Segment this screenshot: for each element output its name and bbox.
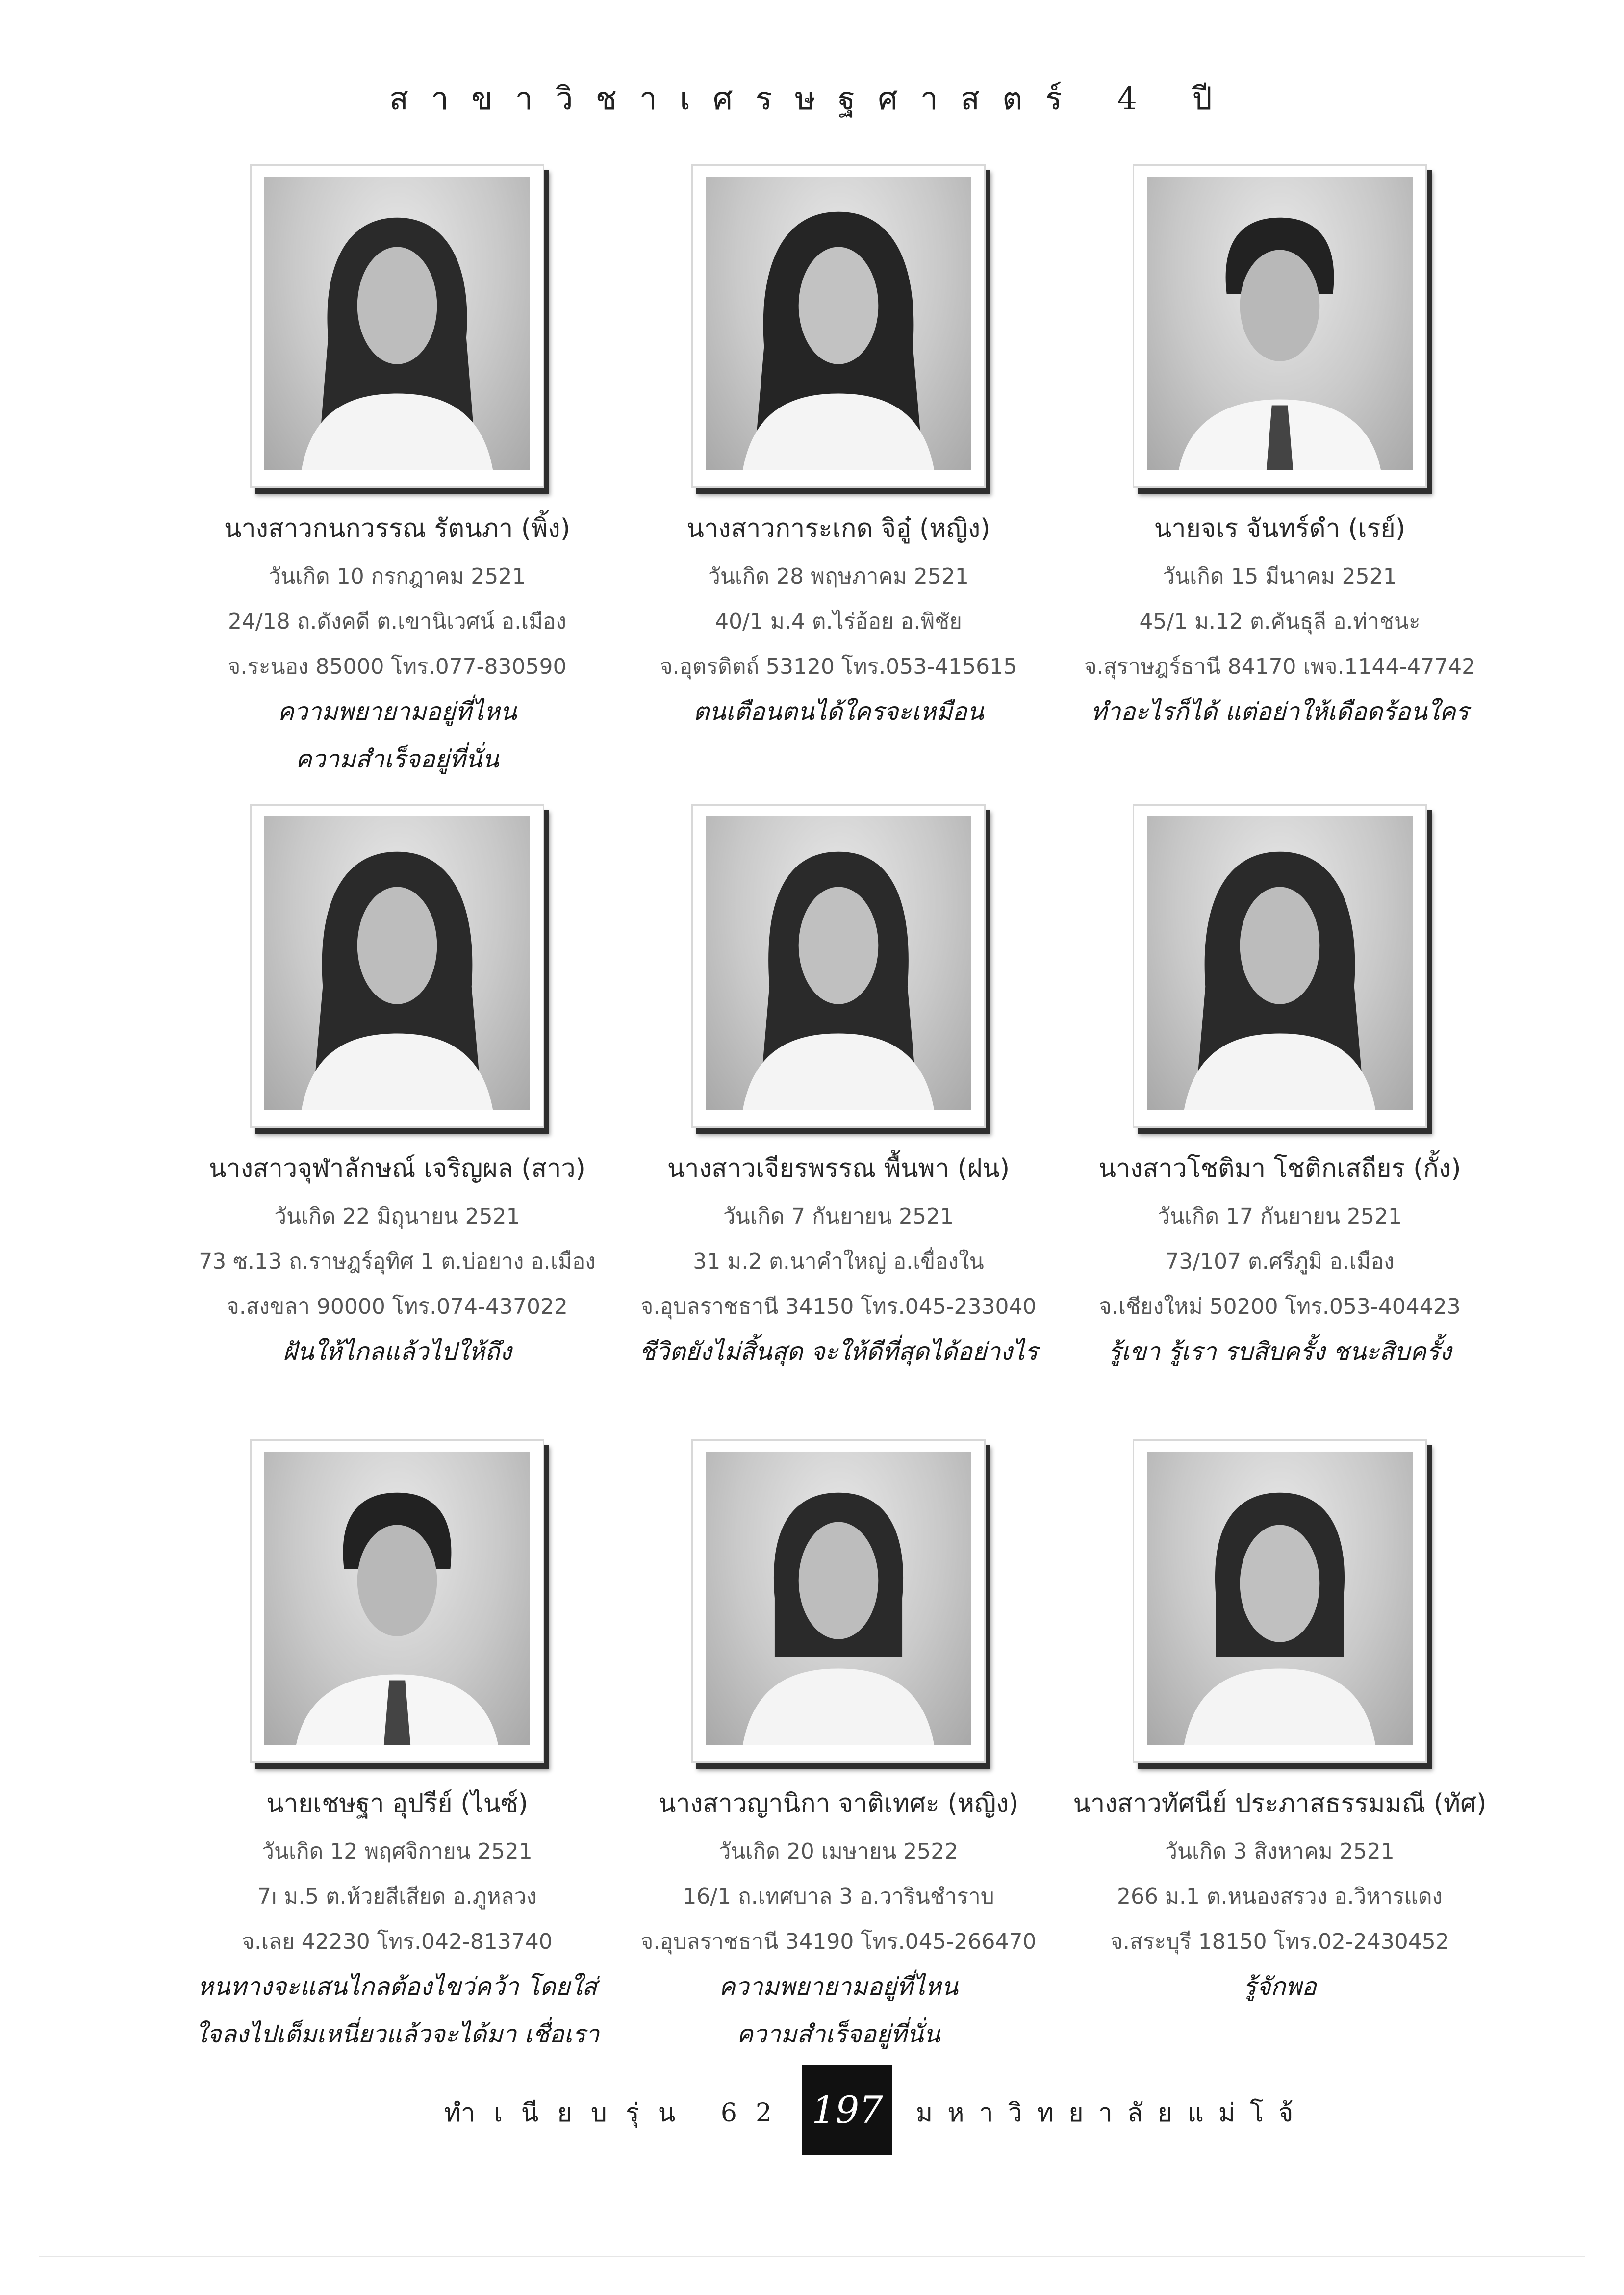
birth-date: วันเกิด 15 มีนาคม 2521 xyxy=(1163,564,1397,589)
motto: ตนเตือนตนได้ใครจะเหมือน xyxy=(693,697,984,726)
person-name: นางสาวจุฬาลักษณ์ เจริญผล (สาว) xyxy=(209,1154,585,1183)
person-name: นางสาวเจียรพรรณ พื้นพา (ฝน) xyxy=(667,1154,1010,1183)
motto: รู้จักพอ xyxy=(1243,1972,1317,2001)
portrait-photo xyxy=(1133,164,1427,488)
footer-university-name: มหาวิทยาลัยแม่โจ้ xyxy=(916,2098,1308,2128)
address-line: จ.อุบลราชธานี 34150 โทร.045-233040 xyxy=(640,1294,1037,1319)
person-card xyxy=(1035,1439,1525,2006)
person-name: นายเชษฐา อุปรีย์ (ไนซ์) xyxy=(266,1789,528,1818)
bottom-rule xyxy=(39,2256,1585,2257)
person-card xyxy=(152,804,642,1371)
birth-date: วันเกิด 10 กรกฎาคม 2521 xyxy=(268,564,526,589)
portrait-photo xyxy=(691,804,986,1128)
address-line: 24/18 ถ.ดังคดี ต.เขานิเวศน์ อ.เมือง xyxy=(228,609,567,634)
address-line: 73/107 ต.ศรีภูมิ อ.เมือง xyxy=(1165,1249,1395,1274)
motto: ใจลงไปเต็มเหนี่ยวแล้วจะได้มา เชื่อเรา xyxy=(195,2020,600,2048)
address-line: 7ı ม.5 ต.ห้วยสีเสียด อ.ภูหลวง xyxy=(257,1884,537,1909)
motto: ฝันให้ไกลแล้วไปให้ถึง xyxy=(282,1337,512,1366)
motto: ความสำเร็จอยู่ที่นั่น xyxy=(295,745,499,773)
person-name: นางสาวกนกวรรณ รัตนภา (พิ้ง) xyxy=(224,514,571,543)
page-footer xyxy=(0,2065,1624,2163)
person-card xyxy=(1035,164,1525,731)
address-line: 16/1 ถ.เทศบาล 3 อ.วารินชำราบ xyxy=(683,1884,994,1909)
address-line: จ.สงขลา 90000 โทร.074-437022 xyxy=(227,1294,568,1319)
person-card xyxy=(593,1439,1084,2054)
portrait-photo xyxy=(691,164,986,488)
birth-date: วันเกิด 3 สิงหาคม 2521 xyxy=(1165,1839,1395,1864)
person-name: นางสาวการะเกด จิอู๋ (หญิง) xyxy=(686,514,990,543)
address-line: จ.สุราษฎร์ธานี 84170 เพจ.1144-47742 xyxy=(1084,654,1476,679)
person-card xyxy=(593,164,1084,731)
motto: ความพยายามอยู่ที่ไหน xyxy=(719,1972,958,2001)
person-card xyxy=(152,164,642,779)
address-line: จ.อุตรดิตถ์ 53120 โทร.053-415615 xyxy=(660,654,1017,679)
person-card xyxy=(1035,804,1525,1371)
portrait-photo xyxy=(1133,804,1427,1128)
address-line: 31 ม.2 ต.นาคำใหญ่ อ.เขื่องใน xyxy=(693,1249,984,1274)
motto: รู้เขา รู้เรา รบสิบครั้ง ชนะสิบครั้ง xyxy=(1108,1337,1452,1366)
address-line: จ.สระบุรี 18150 โทร.02-2430452 xyxy=(1110,1929,1449,1954)
portrait-photo xyxy=(1133,1439,1427,1763)
person-name: นางสาวโชติมา โชติกเสถียร (กั้ง) xyxy=(1098,1154,1461,1183)
portrait-photo xyxy=(250,804,544,1128)
portrait-photo xyxy=(250,1439,544,1763)
address-line: 45/1 ม.12 ต.คันธุลี อ.ท่าชนะ xyxy=(1139,609,1421,634)
motto: ความสำเร็จอยู่ที่นั่น xyxy=(736,2020,940,2048)
address-line: จ.อุบลราชธานี 34190 โทร.045-266470 xyxy=(640,1929,1037,1954)
person-name: นางสาวญานิกา จาติเทศะ (หญิง) xyxy=(658,1789,1019,1818)
address-line: 73 ซ.13 ถ.ราษฎร์อุทิศ 1 ต.บ่อยาง อ.เมือง xyxy=(199,1249,596,1274)
portrait-photo xyxy=(691,1439,986,1763)
address-line: 266 ม.1 ต.หนองสรวง อ.วิหารแดง xyxy=(1116,1884,1443,1909)
portrait-photo xyxy=(250,164,544,488)
person-card xyxy=(152,1439,642,2054)
birth-date: วันเกิด 28 พฤษภาคม 2521 xyxy=(708,564,969,589)
birth-date: วันเกิด 7 กันยายน 2521 xyxy=(723,1204,954,1229)
motto: ความพยายามอยู่ที่ไหน xyxy=(278,697,517,726)
birth-date: วันเกิด 22 มิถุนายน 2521 xyxy=(274,1204,520,1229)
motto: ชีวิตยังไม่สิ้นสุด จะให้ดีที่สุดได้อย่างไร xyxy=(639,1337,1038,1366)
person-name: นายจเร จันทร์ดำ (เรย์) xyxy=(1154,514,1406,543)
address-line: จ.ระนอง 85000 โทร.077-830590 xyxy=(228,654,567,679)
person-name: นางสาวทัศนีย์ ประภาสธรรมมณี (ทัศ) xyxy=(1073,1789,1487,1818)
motto: ทำอะไรก็ได้ แต่อย่าให้เดือดร้อนใคร xyxy=(1091,697,1469,726)
address-line: จ.เชียงใหม่ 50200 โทร.053-404423 xyxy=(1099,1294,1461,1319)
birth-date: วันเกิด 20 เมษายน 2522 xyxy=(718,1839,959,1864)
page-title: สาขาวิชาเศรษฐศาสตร์ 4 ปี xyxy=(389,81,1235,117)
birth-date: วันเกิด 17 กันยายน 2521 xyxy=(1157,1204,1402,1229)
address-line: จ.เลย 42230 โทร.042-813740 xyxy=(242,1929,553,1954)
motto: หนทางจะแสนไกลต้องไขว่คว้า โดยใส่ xyxy=(197,1972,597,2001)
footer-yearbook-title: ทำเนียบรุ่น 62 xyxy=(444,2098,790,2128)
page-number: 197 xyxy=(802,2065,892,2155)
address-line: 40/1 ม.4 ต.ไร่อ้อย อ.พิชัย xyxy=(715,609,962,634)
person-card xyxy=(593,804,1084,1371)
birth-date: วันเกิด 12 พฤศจิกายน 2521 xyxy=(262,1839,533,1864)
